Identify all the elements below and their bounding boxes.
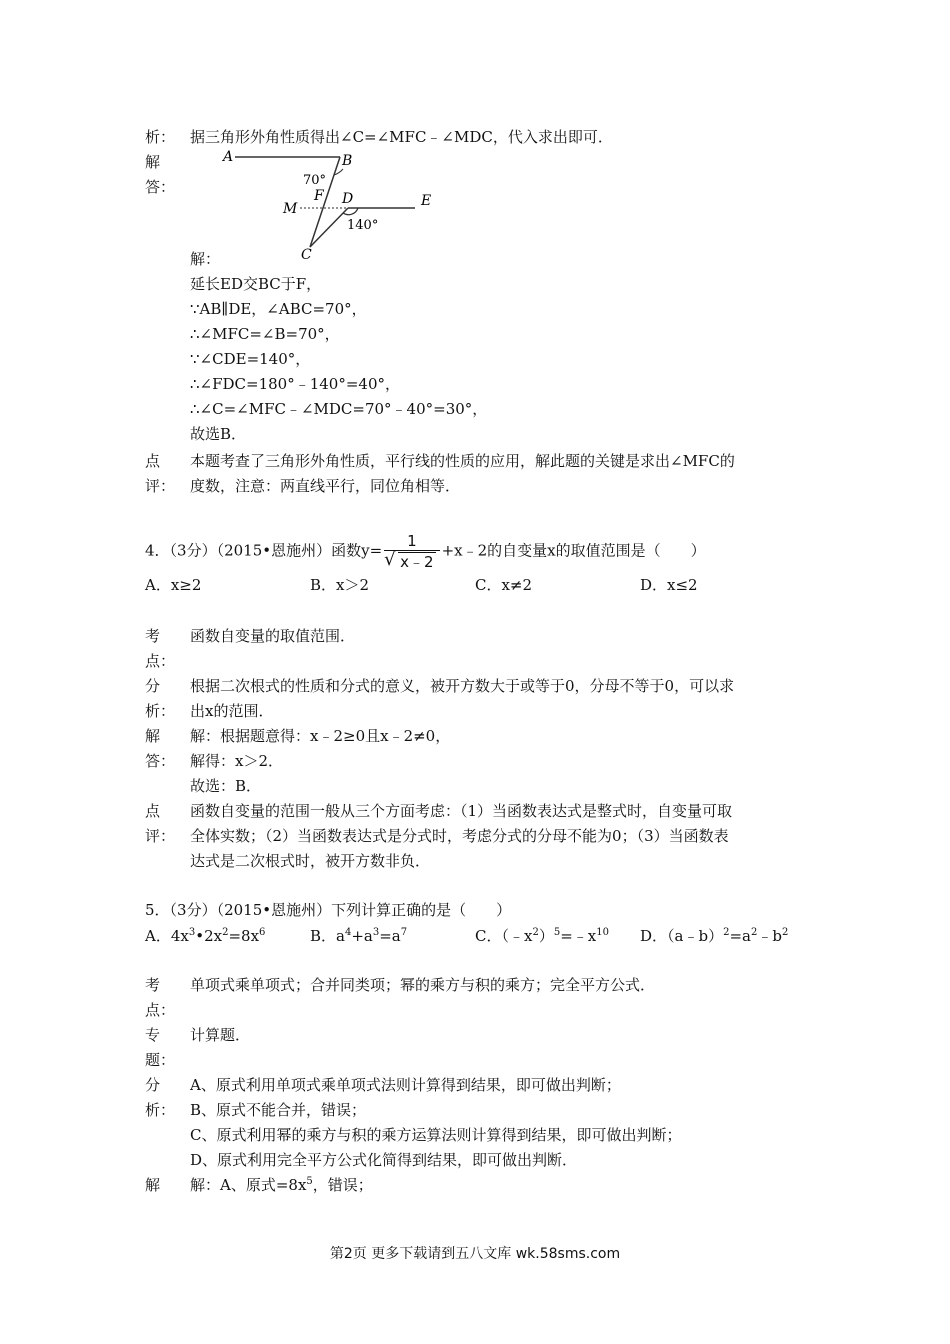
q4-comment-label: 点 评： [145,802,176,845]
q3-analysis-label: 析 [145,128,161,146]
q5-stem: 5．（3分）（2015•恩施州）下列计算正确的是（ ） [145,901,512,919]
q4-answer: 解 答： 解：根据题意得：x﹣2≥0且x﹣2≠0， 解得：x＞2． 故选：B． [145,724,825,799]
q4-option-b: B．x＞2 [310,576,370,594]
solution-line: 解： [190,250,221,268]
angle-d-label: 140° [347,218,379,233]
q5-answer-label: 解 [145,1176,161,1194]
q5-option-c: C．$(﹣x^2)^5=﹣x^{10}$ [475,927,609,945]
q3-solution [145,247,825,447]
q4-option-a: A．x≥2 [145,576,202,594]
label-E: E [421,193,432,209]
solution-line: 延长ED交BC于F， [190,275,322,293]
solution-line: 故选B． [190,425,247,443]
q4-analysis-label: 分 析： [145,677,176,720]
q3-analysis-text: 据三角形外角性质得出∠C=∠MFC﹣∠MDC，代入求出即可． [190,128,613,146]
page-footer: 第2页 更多下载请到五八文库 wk.58sms.com [329,1246,621,1262]
label-A: A [223,149,234,165]
comment-line: 本题考查了三角形外角性质，平行线的性质的应用，解此题的关键是求出∠MFC的 [190,452,735,470]
solution-line: ∴∠FDC=180°﹣140°=40°， [190,375,401,393]
angle-b-label: 70° [303,173,327,188]
q3-comment-label: 点 评： [145,452,176,495]
q5-option-a: A．$4x^3•2x^2=8x^6$ [145,927,266,945]
solution-line: ∴∠C=∠MFC﹣∠MDC=70°﹣40°=30°， [190,400,488,418]
label-M: M [283,201,298,217]
label-C: C [301,247,312,262]
q4-topic: 考 点： 函数自变量的取值范围． [145,624,825,674]
q5-option-d: D．$(a﹣b)^2=a^2﹣b^2$ [640,927,789,945]
q4-analysis: 分 析： 根据二次根式的性质和分式的意义，被开方数大于或等于0，分母不等于0，可以求 出x的范围． [145,674,825,724]
label-F: F [314,188,324,204]
q4-topic-label: 考 点： [145,627,176,670]
q3-analysis: 析 ： 据三角形外角性质得出∠C=∠MFC﹣∠MDC，代入求出即可． [145,125,825,150]
sqrt-icon: √ [384,549,396,570]
comment-line: 度数，注意：两直线平行，同位角相等． [190,477,461,495]
fraction: 1 √ x﹣2 [384,532,439,571]
q4-stem: 4．（3分）（2015•恩施州）函数y= 1 √ x﹣2 +x﹣2的自变量x的取值范围是（ ） [145,532,706,571]
label-D: D [342,191,354,207]
q4-option-d: D．x≤2 [640,576,698,594]
q5-analysis-label: 分 析： [145,1076,176,1119]
q4-option-c: C．x≠2 [475,576,533,594]
q3-comment [145,449,825,499]
q5-option-b: B．$a^4+a^3=a^7$ [310,927,408,945]
q5-special-label: 专 题： [145,1026,176,1069]
solution-line: ∵AB∥DE，∠ABC=70°， [190,300,367,318]
solution-line: ∴∠MFC=∠B=70°， [190,325,340,343]
q4-comment: 点 评： 函数自变量的范围一般从三个方面考虑：（1）当函数表达式是整式时，自变量可取 全体实数；（2）当函数表达式是分式时，考虑分式的分母不能为0；（3）当函数表 达式是二次根式时，被开方数非负． [145,799,825,874]
q5-topic-label: 考 点： [145,976,176,1019]
solution-line: ∵∠CDE=140°， [190,350,311,368]
q4-answer-label: 解 答： [145,727,176,770]
q5-answer: 解 解：A、原式$=8x^5$，错误； [145,1173,825,1198]
q3-answer-label: 解 答： [145,153,176,196]
q5-analysis: 分 析： A、原式利用单项式乘单项式法则计算得到结果，即可做出判断； B、原式不能合并，错误； C、原式利用幂的乘方与积的乘方运算法则计算得到结果，即可做出判断； D、原式利用完全平方公式化简得到结果，即可做出判断． [145,1073,825,1173]
q5-topic: 考 点： 单项式乘单项式；合并同类项；幂的乘方与积的乘方；完全平方公式． [145,973,825,1023]
label-B: B [342,153,353,169]
q5-special: 专 题： 计算题． [145,1023,825,1073]
geometry-figure [215,147,445,262]
